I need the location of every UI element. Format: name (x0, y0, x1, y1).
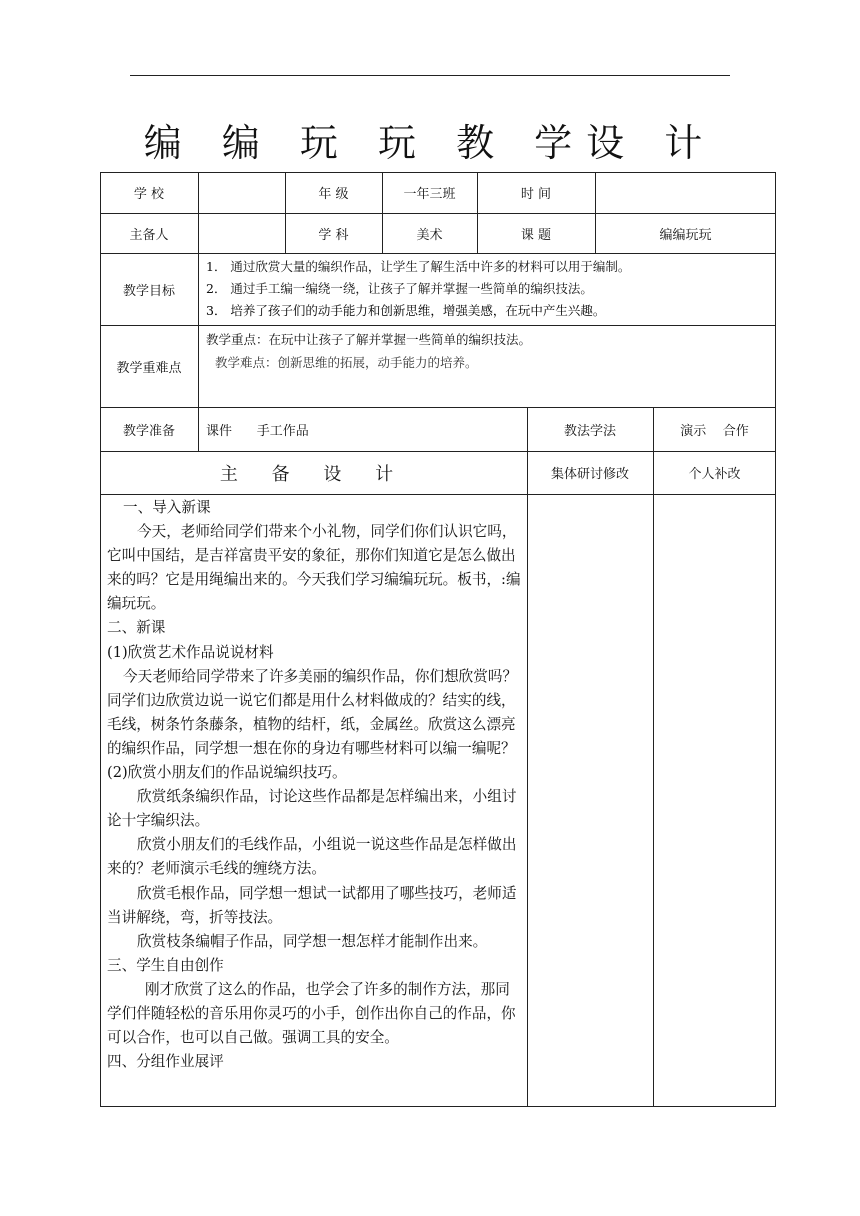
body-heading: 三、学生自由创作 (107, 956, 224, 974)
body-paragraph: 欣赏毛根作品，同学想一想试一试都用了哪些技巧，老师适当讲解绕，弯，折等技法。 (107, 884, 517, 926)
topic-value: 编编玩玩 (659, 227, 712, 243)
goal-item: 2． 通过手工编一编绕一绕，让孩子了解并掌握一些简单的编织技法。 (206, 281, 593, 296)
time-value (595, 172, 776, 213)
method-label: 教法学法 (563, 423, 616, 439)
body-paragraph: 欣赏枝条编帽子作品，同学想一想怎样才能制作出来。 (137, 932, 488, 950)
body-heading: 四、分组作业展评 (107, 1053, 224, 1071)
key-focus-text: 教学重点：在玩中让孩子了解并掌握一些简单的编织技法。 (206, 332, 532, 347)
personal-revision-header: 个人补改 (688, 467, 741, 482)
subject-label: 学 科 (318, 227, 349, 243)
body-paragraph: 刚才欣赏了这么的作品，也学会了许多的制作方法，那同学们伴随轻松的音乐用你灵巧的小手，创作出你自己的作品，你可以合作，也可以自己做。强调工具的安全。 (107, 980, 516, 1047)
row-divider (100, 253, 776, 254)
school-value (198, 172, 285, 213)
subject-value: 美术 (416, 227, 443, 243)
goal-item: 3． 培养了孩子们的动手能力和创新思维，增强美感，在玩中产生兴趣。 (206, 303, 606, 318)
row-divider (100, 325, 776, 326)
key-points-label: 教学重难点 (116, 360, 182, 376)
time-label: 时 间 (520, 187, 552, 202)
method-value: 演示 合作 (680, 423, 749, 439)
col-divider (653, 407, 654, 1107)
grade-label: 年 级 (318, 187, 349, 202)
col-divider (527, 407, 528, 1107)
school-label: 学 校 (133, 187, 165, 202)
body-subheading: (2)欣赏小朋友们的作品说编织技巧。 (107, 764, 347, 782)
preparer-label: 主备人 (129, 227, 169, 243)
row-divider (100, 494, 776, 495)
col-divider (198, 407, 199, 451)
body-paragraph: 今天老师给同学带来了许多美丽的编织作品，你们想欣赏吗？同学们边欣赏边说一说它们都是用什么材料做成的？结实的线，毛线，树条竹条藤条，植物的结杆，纸，金属丝。欣赏这么漂亮的编织作品，同学想一想在你的身边有哪些材料可以编一编呢？ (107, 667, 518, 757)
lesson-body (107, 496, 522, 1074)
body-paragraph: 今天，老师给同学们带来个小礼物，同学们你们认识它吗，它叫中国结，是吉祥富贵平安的象征，那你们知道它是怎么做出来的吗？它是用绳编出来的。今天我们学习编编玩玩。板书，:编编玩玩。 (107, 523, 521, 613)
main-design-header: 主 备 设 计 (219, 463, 408, 485)
body-subheading: (1)欣赏艺术作品说说材料 (107, 643, 274, 661)
preparation-label: 教学准备 (122, 423, 175, 439)
goals-label: 教学目标 (122, 283, 175, 299)
preparation-value: 课件 手工作品 (206, 423, 309, 439)
body-paragraph: 欣赏小朋友们的毛线作品，小组说一说这些作品是怎样做出来的？老师演示毛线的缠绕方法。 (107, 836, 517, 878)
header-rule (130, 75, 730, 76)
preparer-value (198, 213, 285, 253)
topic-label: 课 题 (520, 227, 552, 243)
goal-item: 1． 通过欣赏大量的编织作品，让学生了解生活中许多的材料可以用于编制。 (206, 259, 631, 274)
body-heading: 二、新课 (107, 619, 166, 637)
key-difficulty-text: 教学难点：创新思维的拓展，动手能力的培养。 (215, 355, 478, 370)
document-title: 编 编 玩 玩 教 学设 计 (143, 121, 717, 165)
grade-value: 一年三班 (403, 187, 456, 202)
body-heading: 一、导入新课 (123, 499, 211, 516)
group-revision-header: 集体研讨修改 (550, 467, 629, 482)
body-paragraph: 欣赏纸条编织作品，讨论这些作品都是怎样编出来，小组讨论十字编织法。 (107, 788, 517, 830)
